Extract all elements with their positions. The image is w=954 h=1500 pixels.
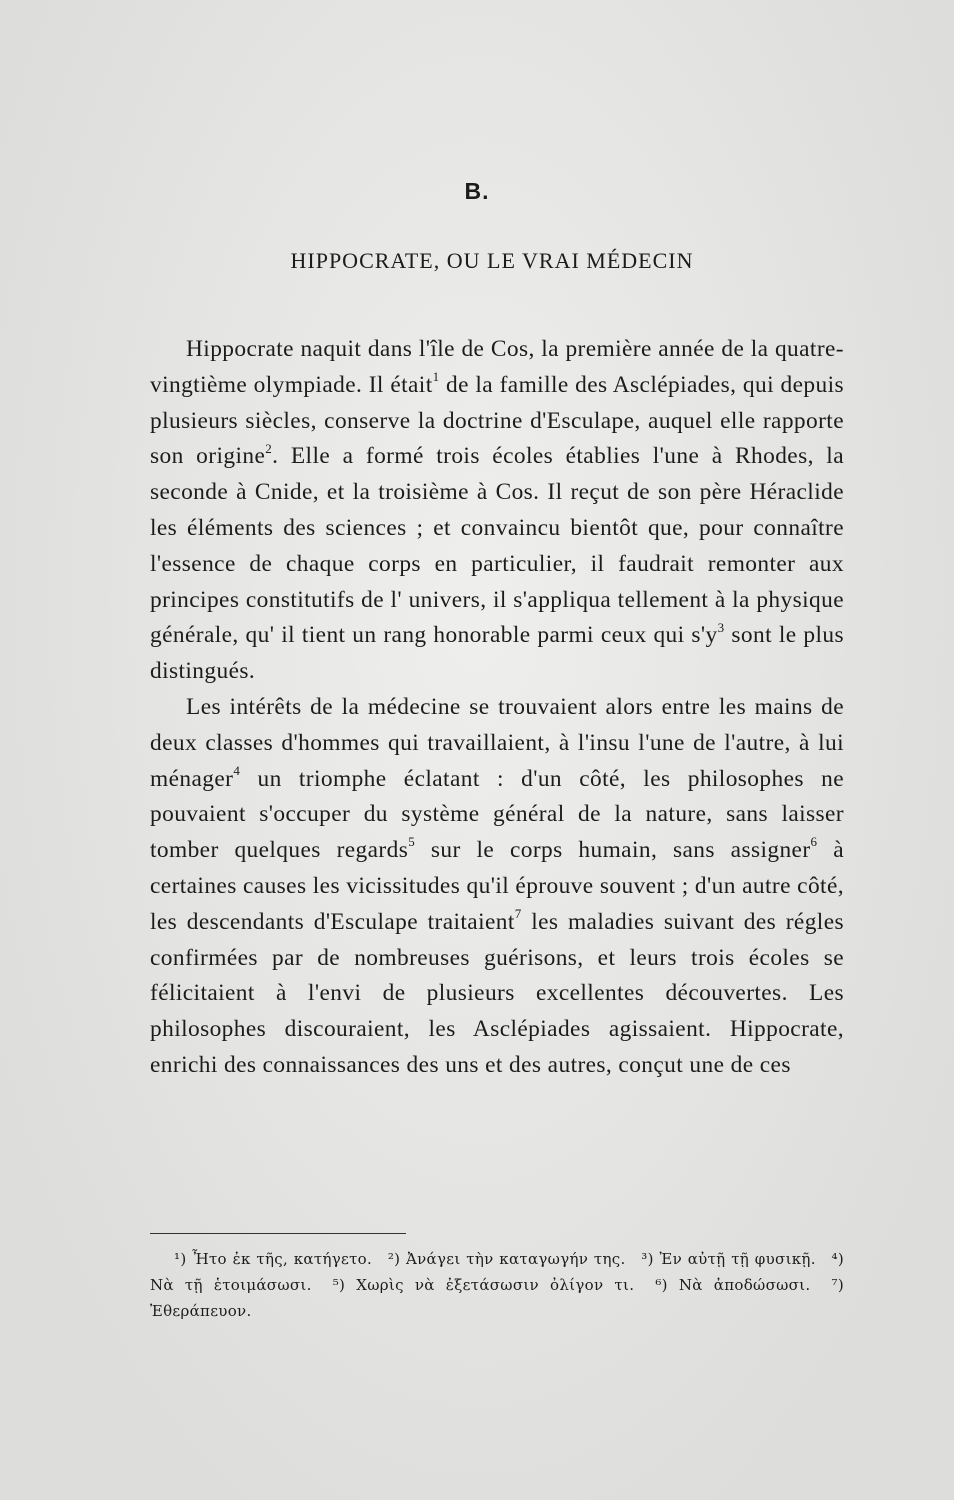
footnote-divider: [150, 1233, 406, 1234]
footnote-ref-5: 5: [408, 834, 416, 850]
footnote-ref-4: 4: [233, 762, 241, 778]
footnote-1: ¹) Ἦτο ἐκ τῆς, κατήγετο.: [174, 1250, 373, 1268]
footnote-ref-2: 2: [265, 440, 273, 456]
footnote-ref-6: 6: [810, 834, 818, 850]
footnote-3: ³) Ἐν αὐτῇ τῇ φυσικῇ.: [641, 1250, 816, 1268]
footnote-ref-3: 3: [717, 619, 725, 635]
footnote-ref-7: 7: [514, 905, 522, 921]
paragraph-2-text-2: un triomphe éclatant : d'un côté, les philosophes ne pouvaient s'occuper du système général de la nature, sans laisser tomber quelques regards: [150, 765, 844, 864]
main-text: [150, 332, 844, 1084]
paragraph-2-text-1: Les intérêts de la médecine se trouvaient alors entre les mains de deux classes d'hommes qui travaillaient, à l'insu l'une de l'autre, à lui ménager: [150, 693, 844, 792]
paragraph-1-text-1: Hippocrate naquit dans l'île de Cos, la première année de la quatre-vingtième olympiade. Il était: [150, 336, 844, 398]
paragraph-1-text-3: . Elle a formé trois écoles établies l'une à Rhodes, la seconde à Cnide, et la troisième à Cos. Il reçut de son père Héraclide les éléments des sciences ; et convaincu bientôt que, pour connaître l'essence de chaque corps en particulier, il faudrait remonter aux principes constitutifs de l' univers, il s'appliqua tellement à la physique générale, qu' il tient un rang honorable parmi ceux qui s'y: [150, 443, 844, 649]
footnote-6: ⁶) Νὰ ἀποδώσωσι.: [655, 1276, 811, 1294]
paragraph-1-text-2: de la famille des Asclépiades, qui depuis plusieurs siècles, conserve la doctrine d'Esculape, auquel elle rapporte son origine: [150, 371, 844, 470]
paragraph-1: [150, 332, 844, 690]
paragraph-2-text-3: sur le corps humain, sans assigner: [415, 837, 811, 864]
footnote-2: ²) Ἀνάγει τὴν καταγωγήν της.: [387, 1250, 626, 1268]
footnote-7: ⁷) Ἐθεράπευον.: [150, 1276, 844, 1320]
paragraph-2: [150, 690, 844, 1084]
paragraph-2-text-5: les maladies suivant des régles confirmées par de nombreuses guérisons, et leurs trois écoles se félicitaient à l'envi de plusieurs excellentes découvertes. Les philosophes discouraient, les Asclépiades agissaient. Hippocrate, enrichi des connaissances des uns et des autres, conçut une de ces: [150, 908, 844, 1078]
footnotes: [150, 1246, 844, 1324]
page-title: HIPPOCRATE, OU LE VRAI MÉDECIN: [290, 248, 694, 273]
footnote-ref-1: 1: [432, 369, 440, 384]
footnote-4: ⁴) Νὰ τῇ ἑτοιμάσωσι.: [150, 1250, 844, 1294]
page-letter: B.: [464, 178, 490, 204]
footnote-5: ⁵) Χωρὶς νὰ ἐξετάσωσιν ὀλίγον τι.: [332, 1276, 635, 1294]
paragraph-1-text-4: sont le plus distingués.: [150, 622, 845, 685]
paragraph-2-text-4: à certaines causes les vicissitudes qu'il éprouve souvent ; d'un autre côté, les descendants d'Esculape traitaient: [150, 837, 844, 935]
